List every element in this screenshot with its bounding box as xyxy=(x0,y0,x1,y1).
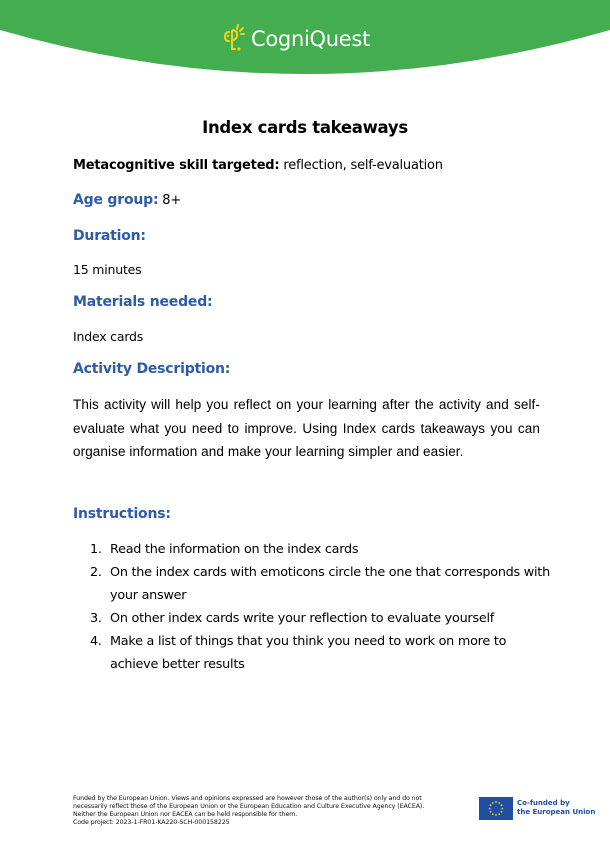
eu-label-line2: the European Union xyxy=(517,808,596,816)
disclaimer-line: necessarily reflect those of the European Union or the European Education and Culture Executive Agency (EACEA). xyxy=(73,803,425,810)
materials-value: Index cards xyxy=(73,329,144,344)
item-number: 4. xyxy=(90,634,102,649)
materials-heading: Materials needed: xyxy=(73,294,213,310)
item-text: Make a list of things that you think you need to work on more to achieve better results xyxy=(110,634,507,672)
item-text: Read the information on the index cards xyxy=(110,542,359,557)
item-number: 1. xyxy=(90,542,102,557)
item-text: On other index cards write your reflection to evaluate yourself xyxy=(110,611,495,626)
eu-label-line1: Co-funded by xyxy=(517,799,570,807)
eu-flag-icon xyxy=(479,797,513,820)
list-item xyxy=(90,630,550,676)
brand-name: CogniQuest xyxy=(251,26,370,51)
activity-heading: Activity Description: xyxy=(73,361,231,377)
skill-label: Metacognitive skill targeted: xyxy=(73,158,280,173)
item-number: 2. xyxy=(90,565,102,580)
item-text: On the index cards with emoticons circle the one that corresponds with your answer xyxy=(110,565,550,603)
list-item xyxy=(90,561,550,607)
project-code: Code project: 2023-1-FR01-KA220-SCH-000158225 xyxy=(73,819,230,826)
instructions-list xyxy=(90,538,550,676)
instructions-heading: Instructions: xyxy=(73,506,171,522)
list-item xyxy=(90,538,550,561)
brand xyxy=(222,22,370,56)
age-label: Age group: xyxy=(73,192,159,208)
age-line xyxy=(73,192,181,208)
item-number: 3. xyxy=(90,611,102,626)
skill-line xyxy=(73,158,443,173)
duration-value: 15 minutes xyxy=(73,262,142,277)
eu-cofunded-label xyxy=(517,799,595,817)
disclaimer-line: Neither the European Union nor EACEA can be held responsible for them. xyxy=(73,811,298,818)
page-title: Index cards takeaways xyxy=(202,118,408,137)
list-item xyxy=(90,607,550,630)
duration-heading: Duration: xyxy=(73,228,146,244)
disclaimer-line: Funded by the European Union. Views and opinions expressed are however those of the author(s) only and do not xyxy=(73,795,422,802)
lightbulb-person-icon xyxy=(222,23,248,55)
age-value: 8+ xyxy=(158,193,182,208)
funding-disclaimer xyxy=(73,795,473,827)
activity-description: This activity will help you reflect on your learning after the activity and self-evaluate what you need to improve. Using Index cards takeaways you can organise information and make your learning simpler and easier. xyxy=(73,397,540,459)
skill-value: reflection, self-evaluation xyxy=(279,158,443,173)
